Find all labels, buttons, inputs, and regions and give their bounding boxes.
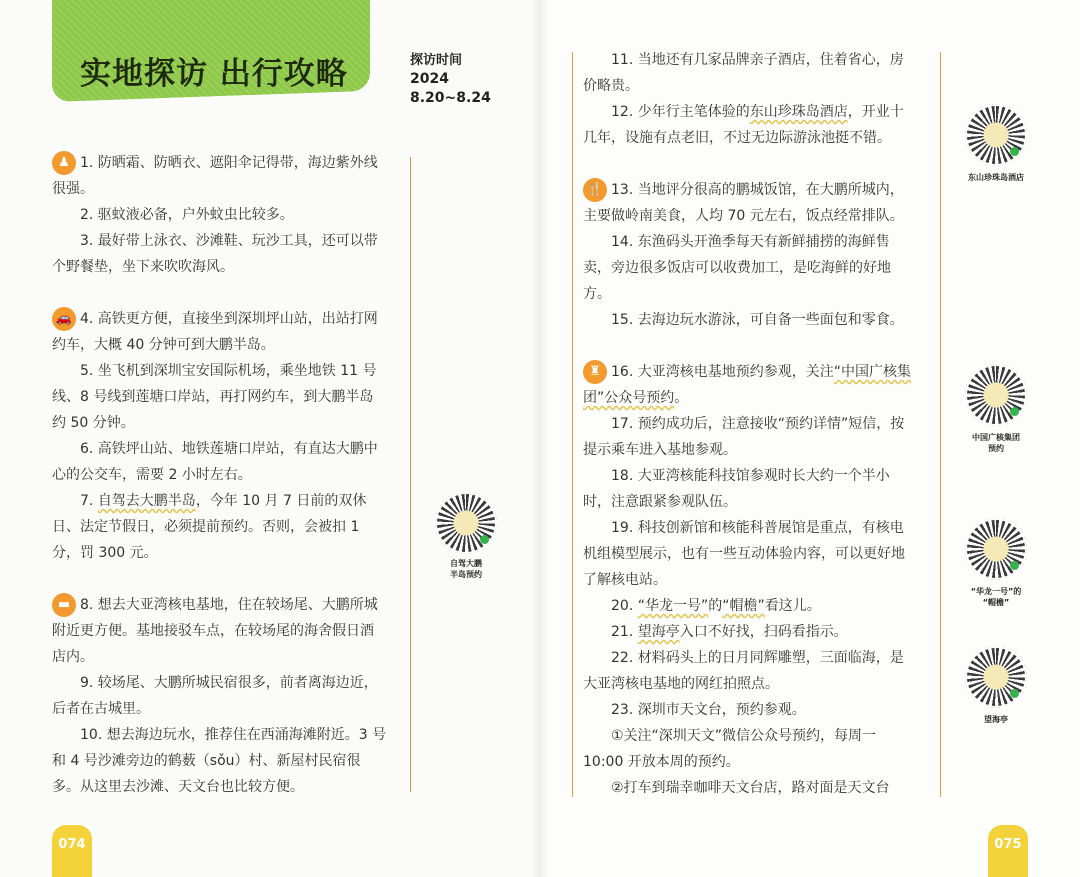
right-column <box>583 47 913 801</box>
car-icon: 🚗 <box>52 307 76 331</box>
person-icon: ♟ <box>52 151 76 175</box>
hiker-icon: ♜ <box>583 360 607 384</box>
tip-item: 18. 大亚湾核能科技馆参观时长大约一个半小时，注意跟紧参观队伍。 <box>583 468 890 510</box>
tip-item: 10. 想去海边玩水，推荐住在西涌海滩附近。3 号和 4 号沙滩旁边的鹤薮（sǒu）村、新屋村民宿很多。从这里去沙滩、天文台也比较方便。 <box>52 727 387 795</box>
tip-item: 3. 最好带上泳衣、沙滩鞋、玩沙工具，还可以带个野餐垫，坐下来吹吹海风。 <box>52 233 378 275</box>
tip-item: 🍴 13. 当地评分很高的鹏城饭馆，在大鹏所城内，主要做岭南美食，人均 70 元左右，饭点经常排队。 <box>583 177 913 229</box>
tip-item: ①关注“深圳天文”微信公众号预约，每周一 10:00 开放本周的预约。 <box>583 728 877 770</box>
page-title: 实地探访 出行攻略 <box>80 56 348 92</box>
divider-line <box>410 157 411 792</box>
book-gutter <box>532 0 548 877</box>
tip-item: 15. 去海边玩水游泳，可自备一些面包和零食。 <box>611 312 904 328</box>
tip-item: ♟ 1. 防晒霜、防晒衣、遮阳伞记得带，海边紫外线很强。 <box>52 150 387 202</box>
utensils-icon: 🍴 <box>583 178 607 202</box>
qr-code-drive[interactable] <box>435 492 497 554</box>
tip-item: 🚗 4. 高铁更方便，直接坐到深圳坪山站，出站打网约车，大概 40 分钟可到大鹏半岛。 <box>52 306 387 358</box>
qr-label-pavilion: 望海亭 <box>984 715 1008 724</box>
qr-label-cgn: 中国广核集团 预约 <box>972 433 1020 453</box>
divider-line <box>940 52 941 797</box>
left-column <box>52 150 387 800</box>
qr-code-hotel[interactable] <box>965 104 1027 166</box>
qr-code-pavilion[interactable] <box>965 646 1027 708</box>
tip-item: 14. 东渔码头开渔季每天有新鲜捕捞的海鲜售卖，旁边很多饭店可以收费加工，是吃海鲜的好地方。 <box>583 234 891 302</box>
qr-label-drive: 自驾大鹏 半岛预约 <box>450 559 482 579</box>
tip-item: 9. 较场尾、大鹏所城民宿很多，前者离海边近，后者在古城里。 <box>52 675 378 717</box>
tip-item: 2. 驱蚊液必备，户外蚊虫比较多。 <box>80 207 294 223</box>
qr-code-hualong[interactable] <box>965 518 1027 580</box>
tip-item: 21. 望海亭入口不好找，扫码看指示。 <box>611 624 848 640</box>
page-number-right: 075 <box>988 825 1028 877</box>
page-number-left: 074 <box>52 825 92 877</box>
tip-item: 20. “华龙一号”的“帽檐”看这儿。 <box>611 598 821 614</box>
tip-item: 6. 高铁坪山站、地铁莲塘口岸站，有直达大鹏中心的公交车，需要 2 小时左右。 <box>52 441 378 483</box>
visit-range: 8.20~8.24 <box>410 90 491 106</box>
visit-time-label: 探访时间 <box>410 53 463 68</box>
tip-item: 19. 科技创新馆和核能科普展馆是重点，有核电机组模型展示，也有一些互动体验内容，可以更好地了解核电站。 <box>583 520 905 588</box>
qr-label-hualong: “华龙一号”的 “帽檐” <box>970 587 1022 607</box>
qr-code-cgn[interactable] <box>965 364 1027 426</box>
tip-item: 12. 少年行主笔体验的东山珍珠岛酒店，开业十几年，设施有点老旧，不过无边际游泳池挺不错。 <box>583 104 904 146</box>
tip-item: ♜ 16. 大亚湾核电基地预约参观，关注“中国广核集团”公众号预约。 <box>583 359 913 411</box>
divider-line <box>572 52 573 797</box>
tip-item: 22. 材料码头上的日月同辉雕塑，三面临海，是大亚湾核电基地的网红拍照点。 <box>583 650 904 692</box>
visit-year: 2024 <box>410 71 449 87</box>
qr-label-hotel: 东山珍珠岛酒店 <box>968 173 1024 182</box>
tip-item: 7. 自驾去大鹏半岛，今年 10 月 7 日前的双休日、法定节假日，必须提前预约。否则，会被扣 1 分，罚 300 元。 <box>52 493 367 561</box>
bed-icon: ▬ <box>52 593 76 617</box>
visit-time <box>410 52 491 108</box>
tip-item: 23. 深圳市天文台，预约参观。 <box>611 702 806 718</box>
tip-item: ▬ 8. 想去大亚湾核电基地，住在较场尾、大鹏所城附近更方便。基地接驳车点，在较场尾的海舍假日酒店内。 <box>52 592 387 670</box>
tip-item: 11. 当地还有几家品牌亲子酒店，住着省心，房价略贵。 <box>583 52 904 94</box>
tip-item: 17. 预约成功后，注意接收“预约详情”短信，按提示乘车进入基地参观。 <box>583 416 905 458</box>
tip-item: 5. 坐飞机到深圳宝安国际机场，乘坐地铁 11 号线、8 号线到莲塘口岸站，再打网约车，到大鹏半岛约 50 分钟。 <box>52 363 377 431</box>
tip-item: ②打车到瑞幸咖啡天文台店，路对面是天文台 <box>611 780 890 796</box>
